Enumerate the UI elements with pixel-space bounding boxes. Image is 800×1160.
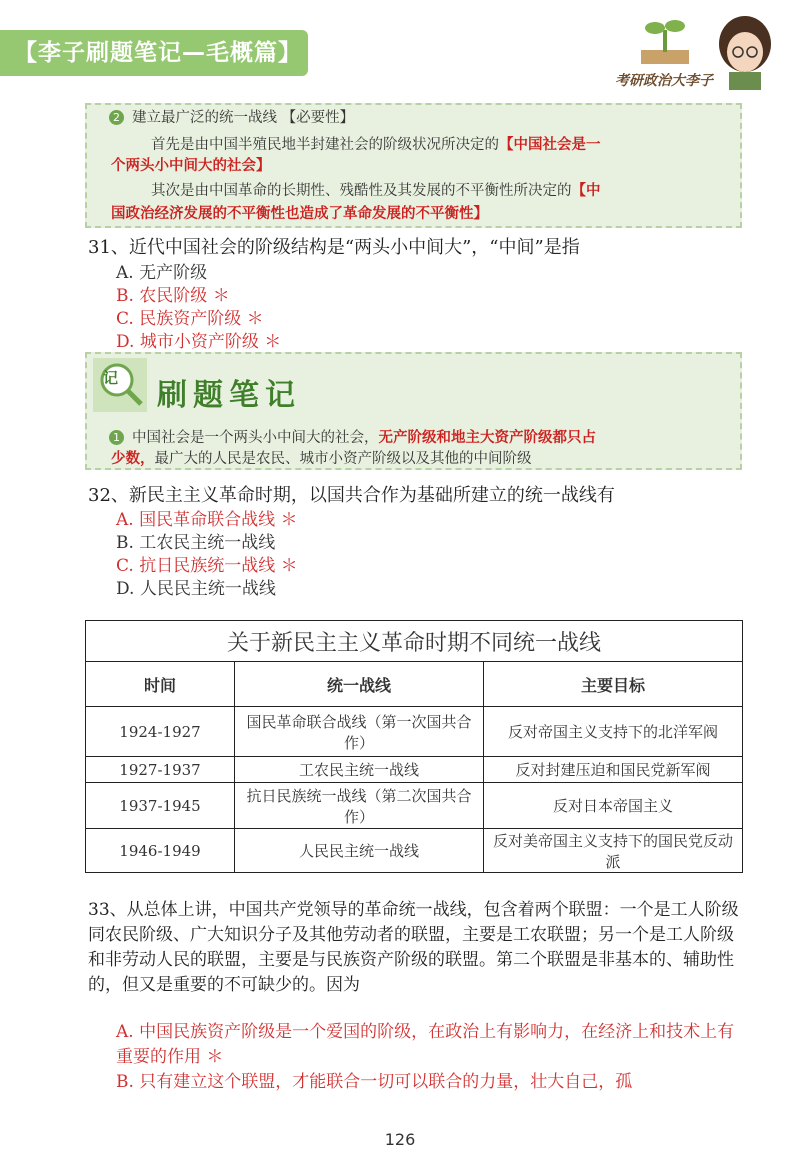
number-badge: 2	[109, 110, 124, 125]
question-31-stem: 31、近代中国社会的阶级结构是“两头小中间大”，“中间”是指	[88, 237, 580, 258]
united-front-table	[85, 620, 743, 873]
table-cell: 人民民主统一战线	[235, 829, 484, 873]
table-row	[86, 783, 743, 829]
note-highlight: 无产阶级和地主大资产阶级都只占	[378, 429, 596, 446]
table-cell: 抗日民族统一战线（第二次国共合作）	[235, 783, 484, 829]
q33-option-a: A. 中国民族资产阶级是一个爱国的阶级，在政治上有影响力，在经济上和技术上有重要的作用 ＊	[116, 1022, 735, 1067]
magnifier-note-icon	[93, 358, 147, 412]
table-row	[86, 829, 743, 873]
table-header-goal: 主要目标	[484, 662, 743, 707]
table-cell: 反对封建压迫和国民党新军阀	[484, 757, 743, 783]
note-box-necessity	[85, 103, 742, 228]
q32-option-a: A. 国民革命联合战线 ＊	[116, 510, 298, 530]
note-text: 最广大的人民是农民、城市小资产阶级以及其他的中间阶级	[154, 451, 532, 467]
question-32-stem: 32、新民主主义革命时期，以国共合作为基础所建立的统一战线有	[88, 485, 615, 506]
table-cell: 国民革命联合战线（第一次国共合作）	[235, 707, 484, 757]
table-title: 关于新民主主义革命时期不同统一战线	[86, 621, 743, 662]
note-text: 首先是由中国半殖民地半封建社会的阶级状况所决定的	[151, 137, 499, 153]
table-cell: 1937-1945	[86, 783, 235, 829]
note-box-study-notes	[85, 352, 742, 470]
note-highlight: 少数，	[111, 450, 155, 467]
q31-option-d: D. 城市小资产阶级 ＊	[116, 332, 282, 352]
table-cell: 1927-1937	[86, 757, 235, 783]
note-heading-text: 建立最广泛的统一战线 【必要性】	[132, 110, 355, 126]
note2-line-2	[111, 448, 532, 470]
q31-option-c: C. 民族资产阶级 ＊	[116, 309, 264, 329]
note-line-1	[151, 134, 601, 156]
header-title-bar: 【李子刷题笔记—毛概篇】	[0, 30, 308, 76]
note-highlight: 【中国社会是一	[499, 136, 601, 153]
note-text: 中国社会是一个两头小中间大的社会，	[132, 430, 379, 446]
note-icon-char: 记	[103, 369, 119, 387]
q33-option-b: B. 只有建立这个联盟，才能联合一切可以联合的力量，壮大自己，孤	[116, 1072, 633, 1092]
note-text: 其次是由中国革命的长期性、残酷性及其发展的不平衡性所决定的	[151, 183, 572, 199]
note-heading	[109, 107, 354, 129]
table-cell: 工农民主统一战线	[235, 757, 484, 783]
table-cell: 1946-1949	[86, 829, 235, 873]
logo	[615, 12, 785, 102]
table-cell: 反对日本帝国主义	[484, 783, 743, 829]
table-row	[86, 707, 743, 757]
page-number: 126	[384, 1130, 416, 1149]
note-line-4: 国政治经济发展的不平衡性也造成了革命发展的不平衡性】	[111, 205, 488, 222]
q31-option-b: B. 农民阶级 ＊	[116, 286, 230, 306]
table-cell: 反对美帝国主义支持下的国民党反动派	[484, 829, 743, 873]
q31-option-a: A. 无产阶级	[116, 263, 208, 283]
table-header-time: 时间	[86, 662, 235, 707]
table-cell: 1924-1927	[86, 707, 235, 757]
note-line-2: 个两头小中间大的社会】	[111, 157, 271, 174]
table-cell: 反对帝国主义支持下的北洋军阀	[484, 707, 743, 757]
q32-option-b: B. 工农民主统一战线	[116, 533, 276, 553]
q32-option-d: D. 人民民主统一战线	[116, 579, 276, 599]
note2-line-1	[109, 427, 596, 449]
table-row	[86, 757, 743, 783]
note-highlight: 【中	[571, 182, 601, 199]
number-badge: 1	[109, 430, 124, 445]
q32-option-c: C. 抗日民族统一战线 ＊	[116, 556, 298, 576]
question-33-stem: 33、从总体上讲，中国共产党领导的革命统一战线，包含着两个联盟：一个是工人阶级同农民阶级、广大知识分子及其他劳动者的联盟，主要是工农联盟；另一个是工人阶级和非劳动人民的联盟，主要是与民族资产阶级的联盟。第二个联盟是非基本的、辅助性的，但又是重要的不可缺少的。因为	[88, 900, 739, 995]
note-title: 刷题笔记	[157, 378, 301, 413]
logo-text: 考研政治大李子	[615, 73, 713, 89]
sprout-book-icon	[635, 12, 695, 72]
note-line-3	[151, 180, 601, 202]
table-header-front: 统一战线	[235, 662, 484, 707]
